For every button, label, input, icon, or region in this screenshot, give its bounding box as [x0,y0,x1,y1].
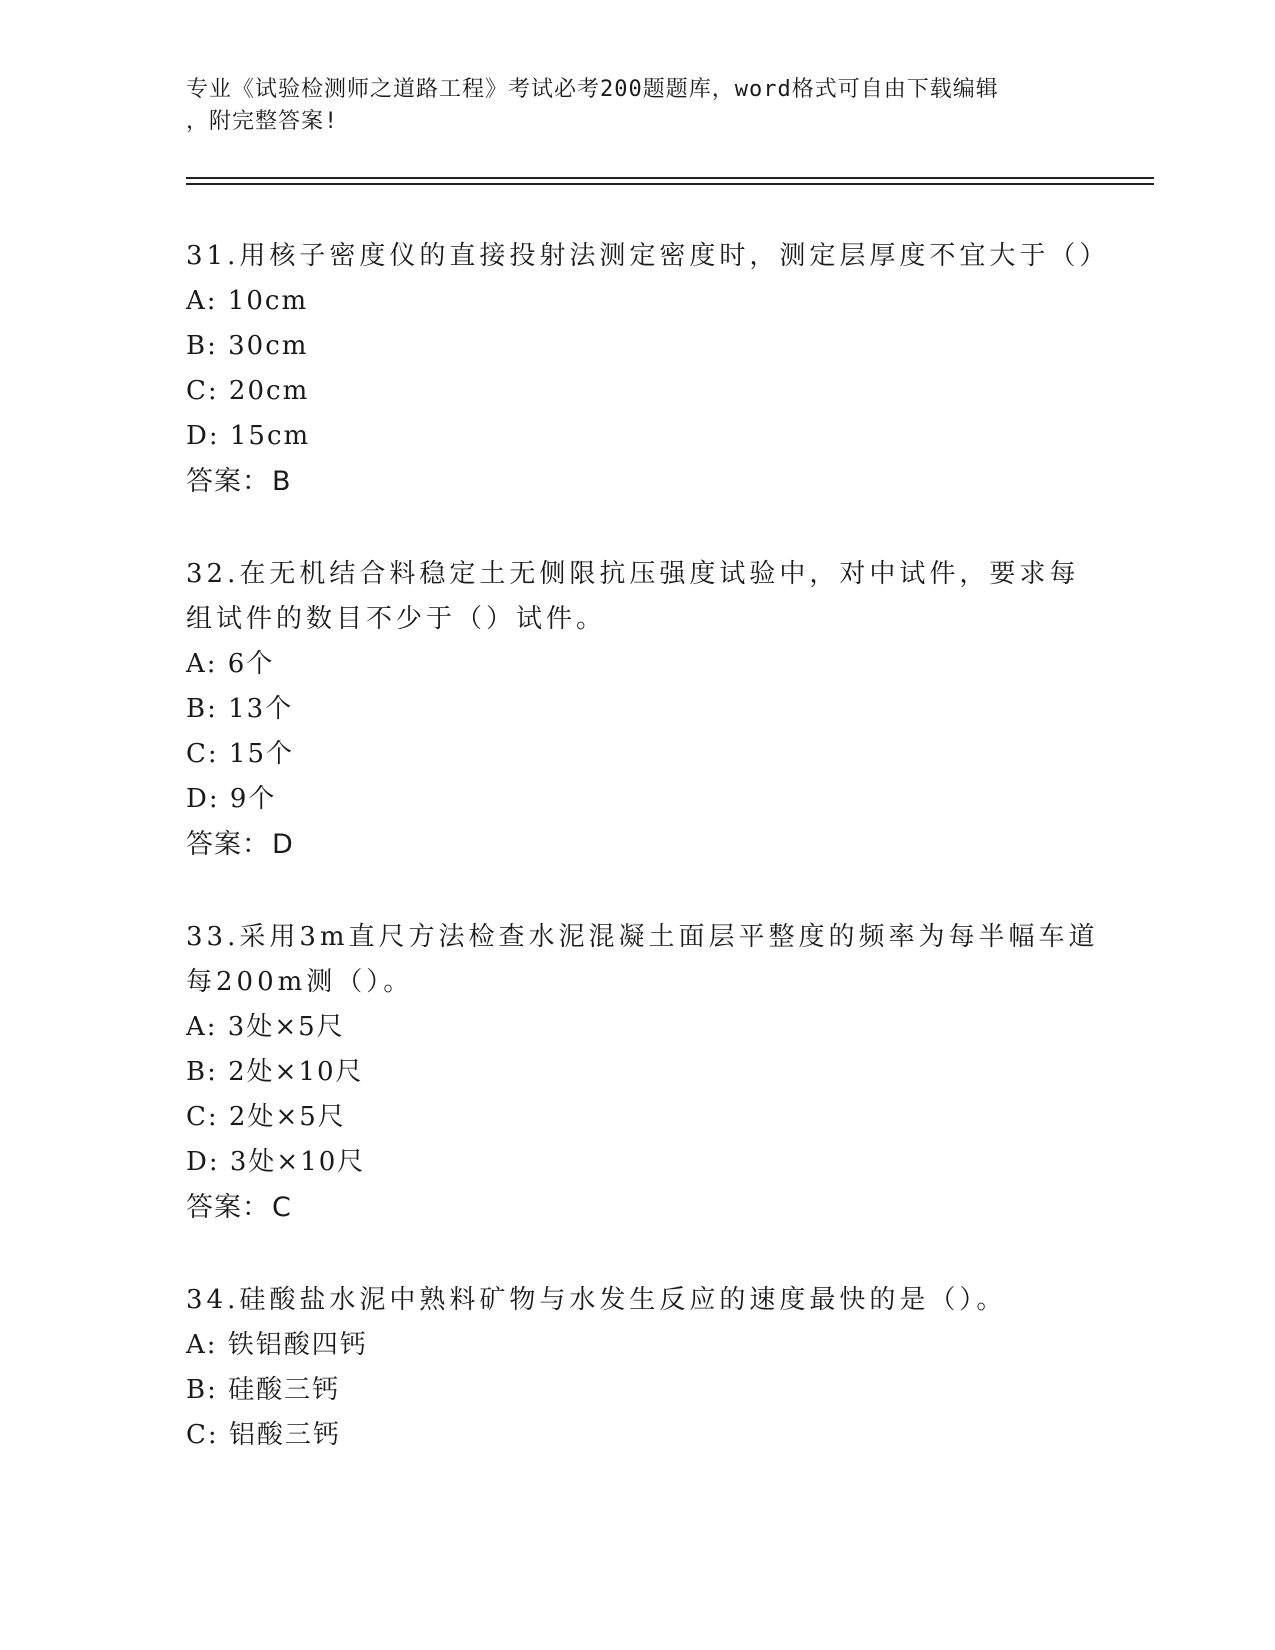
answer-label: 答案： [186,466,270,497]
question-stem: 32.在无机结合料稳定土无侧限抗压强度试验中，对中试件，要求每组试件的数目不少于（）试件。 [186,559,1080,634]
question-34 [186,1278,1106,1458]
option-d: D: 9个 [186,784,277,814]
header-divider-bottom [186,183,1154,185]
option-c: C: 15个 [186,739,295,769]
header-line-2: ，附完整答案! [186,109,339,134]
header-divider-top [186,177,1154,179]
answer-value: B [272,466,292,497]
option-b: B: 13个 [186,694,294,724]
answer-line [186,822,1106,867]
option-c: C: 20cm [186,376,310,406]
answer-label: 答案： [186,1192,270,1223]
option-b: B: 硅酸三钙 [186,1375,341,1405]
question-stem: 33.采用3m直尺方法检查水泥混凝土面层平整度的频率为每半幅车道每200m测（）。 [186,922,1099,997]
option-b: B: 30cm [186,331,309,361]
question-list [186,234,1110,1506]
option-c: C: 铝酸三钙 [186,1420,341,1450]
question-stem: 31.用核子密度仪的直接投射法测定密度时，测定层厚度不宜大于（） [186,241,1110,271]
answer-line [186,459,1106,504]
option-a: A: 3处×5尺 [186,1012,345,1042]
answer-line [186,1185,1106,1230]
document-header [186,74,1086,138]
option-a: A: 铁铝酸四钙 [186,1330,368,1360]
option-a: A: 6个 [186,649,275,679]
option-a: A: 10cm [186,286,309,316]
header-line-1: 专业《试验检测师之道路工程》考试必考200题题库，word格式可自由下载编辑 [186,77,999,102]
option-d: D: 3处×10尺 [186,1147,366,1177]
answer-label: 答案： [186,829,270,860]
option-c: C: 2处×5尺 [186,1102,346,1132]
option-b: B: 2处×10尺 [186,1057,364,1087]
question-31 [186,234,1110,504]
answer-value: C [272,1192,292,1223]
question-33 [186,915,1106,1230]
question-32 [186,552,1106,867]
option-d: D: 15cm [186,421,311,451]
answer-value: D [272,829,294,860]
question-stem: 34.硅酸盐水泥中熟料矿物与水发生反应的速度最快的是（）。 [186,1285,1007,1315]
